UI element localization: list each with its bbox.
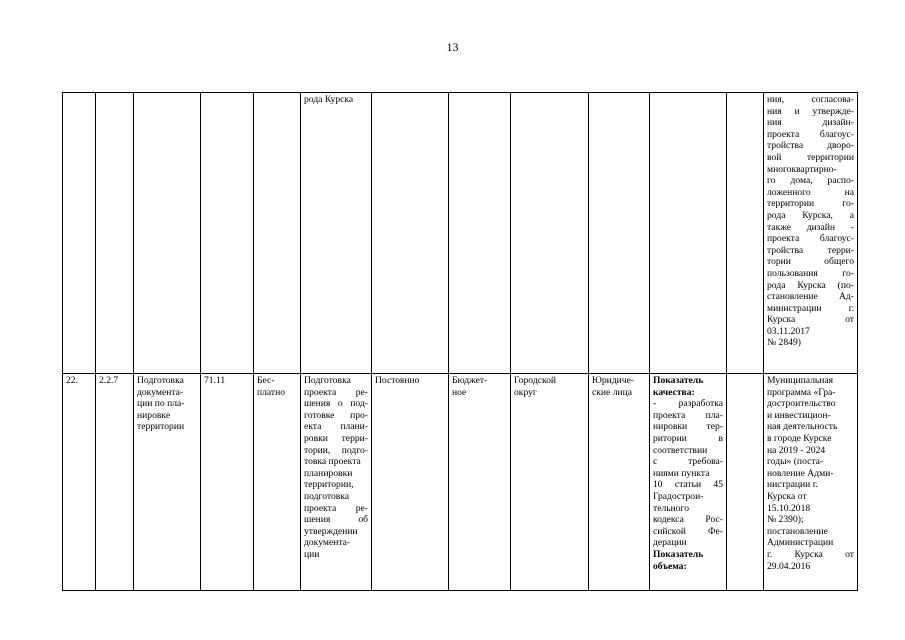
basis-line: нистрации г. [767, 479, 818, 491]
name-line: территории [137, 421, 185, 433]
content-line: тории, подго- [304, 444, 368, 456]
basis-line: Муниципальная [767, 375, 834, 386]
quality-line: проекта пла- [653, 409, 723, 421]
basis-line: рода Курска, а [767, 209, 854, 221]
content-line: ции [304, 548, 320, 560]
cell-form [372, 93, 449, 374]
cell-basis [764, 93, 858, 374]
cell-name [134, 93, 201, 374]
basis-line: в городе Курске [767, 432, 832, 444]
basis-line: Курска от [767, 490, 807, 502]
basis-line: г. Курска от [767, 548, 854, 560]
quality-line: соответствии [653, 444, 708, 456]
basis-line: ния, согласова- [767, 94, 854, 105]
payment-line: платно [257, 386, 286, 398]
volume-heading: Показатель [653, 548, 704, 560]
basis-line: ния дизайн- [767, 117, 854, 129]
table-row-22 [63, 374, 858, 591]
content-line: проекта ре- [304, 502, 368, 514]
cell-num [63, 93, 96, 374]
consumers-line: Юридиче- [592, 375, 635, 386]
basis-line: Курска от [767, 314, 854, 326]
basis-line: вой территории [767, 151, 854, 163]
basis-line: проекта благоус- [767, 233, 854, 245]
basis-line: также дизайн - [767, 221, 854, 233]
basis-line: № 2390); [767, 514, 804, 526]
cell-payment [254, 374, 301, 591]
cell-funding [449, 374, 511, 591]
cell-content [301, 93, 372, 374]
basis-line: программа «Гра- [767, 386, 836, 398]
service-name-tail: рода Курска [304, 94, 354, 105]
content-line: шения об [304, 514, 368, 526]
cell-empty [727, 374, 764, 591]
content-line: Подготовка [304, 375, 351, 386]
cell-basis [764, 374, 858, 591]
form-value: Постоянно [375, 375, 420, 386]
quality-line: с требова- [653, 456, 723, 468]
content-line: территории, [304, 479, 354, 491]
content-line: готовке про- [304, 409, 368, 421]
cell-territory [511, 374, 589, 591]
name-line: Подготовка [137, 375, 184, 386]
registry-table [62, 92, 858, 591]
cell-indicators [650, 93, 727, 374]
basis-line: постановление [767, 525, 828, 537]
cell-consumers [589, 93, 650, 374]
cell-form [372, 374, 449, 591]
cell-payment [254, 93, 301, 374]
quality-line: 10 статьи 45 [653, 479, 723, 491]
basis-line: пользования го- [767, 267, 854, 279]
basis-line: № 2849) [767, 337, 801, 349]
quality-line: ниями пункта [653, 467, 710, 479]
basis-line: тройства терри- [767, 244, 854, 256]
basis-line: 29.04.2016 [767, 560, 811, 572]
cell-code [96, 374, 134, 591]
content-line: товка проекта [304, 456, 361, 468]
basis-line: многоквартирно- [767, 163, 837, 175]
basis-line: годы» (поста- [767, 456, 824, 468]
basis-line: ния и утвержде- [767, 105, 854, 117]
name-line: нировке [137, 409, 171, 421]
basis-line: рода Курска (по- [767, 279, 854, 291]
content-line: планировки [304, 467, 353, 479]
basis-line: ложенного на [767, 186, 854, 198]
basis-line: тройства дворо- [767, 140, 854, 152]
basis-line: тории общего [767, 256, 854, 268]
quality-line: нировки тер- [653, 421, 723, 433]
quality-line: - разработка [653, 398, 723, 410]
basis-line: проекта благоус- [767, 128, 854, 140]
quality-line: сийской Фе- [653, 525, 723, 537]
cell-okved [201, 93, 254, 374]
content-line: ровки терри- [304, 432, 368, 444]
quality-line: Градострои- [653, 490, 704, 502]
payment-line: Бес- [257, 375, 275, 386]
content-line: екта плани- [304, 421, 368, 433]
consumers-line: ские лица [592, 386, 633, 398]
quality-line: ритории в [653, 432, 723, 444]
cell-consumers [589, 374, 650, 591]
basis-line: 03.11.2017 [767, 325, 810, 337]
content-line: шения о под- [304, 398, 368, 410]
basis-line: новление Адми- [767, 467, 834, 479]
basis-line: и инвестицион- [767, 409, 831, 421]
quality-heading: Показатель [653, 375, 704, 386]
funding-line: Бюджет- [452, 375, 488, 386]
basis-line: Администрации [767, 537, 834, 549]
content-line: проекта ре- [304, 386, 368, 398]
name-line: документа- [137, 386, 184, 398]
territory-line: Городской [514, 375, 557, 386]
service-code: 2.2.7 [99, 375, 119, 386]
territory-line: округ [514, 386, 537, 398]
cell-territory [511, 93, 589, 374]
volume-heading: объема: [653, 560, 687, 572]
quality-heading: качества: [653, 386, 695, 398]
cell-code [96, 93, 134, 374]
basis-line: территории го- [767, 198, 854, 210]
okved-code: 71.11 [204, 375, 226, 386]
cell-indicators [650, 374, 727, 591]
basis-line: министрации г. [767, 302, 854, 314]
page-number: 13 [446, 40, 459, 54]
content-line: подготовка [304, 490, 350, 502]
name-line: ции по пла- [137, 398, 185, 410]
table-row-continued [63, 93, 858, 374]
cell-name [134, 374, 201, 591]
cell-content [301, 374, 372, 591]
content-line: утверждении [304, 525, 358, 537]
content-line: документа- [304, 537, 351, 549]
cell-empty [727, 93, 764, 374]
basis-line: становление Ад- [767, 291, 854, 303]
cell-funding [449, 93, 511, 374]
row-number: 22. [66, 375, 78, 386]
cell-num [63, 374, 96, 591]
basis-line: го дома, распо- [767, 175, 854, 187]
funding-line: ное [452, 386, 467, 398]
basis-line: на 2019 - 2024 [767, 444, 826, 456]
quality-line: тельного [653, 502, 690, 514]
quality-line: дерации [653, 537, 687, 549]
basis-line: достроительство [767, 398, 836, 410]
quality-line: кодекса Рос- [653, 514, 723, 526]
basis-line: 15.10.2018 [767, 502, 811, 514]
cell-okved [201, 374, 254, 591]
basis-line: ная деятельность [767, 421, 838, 433]
